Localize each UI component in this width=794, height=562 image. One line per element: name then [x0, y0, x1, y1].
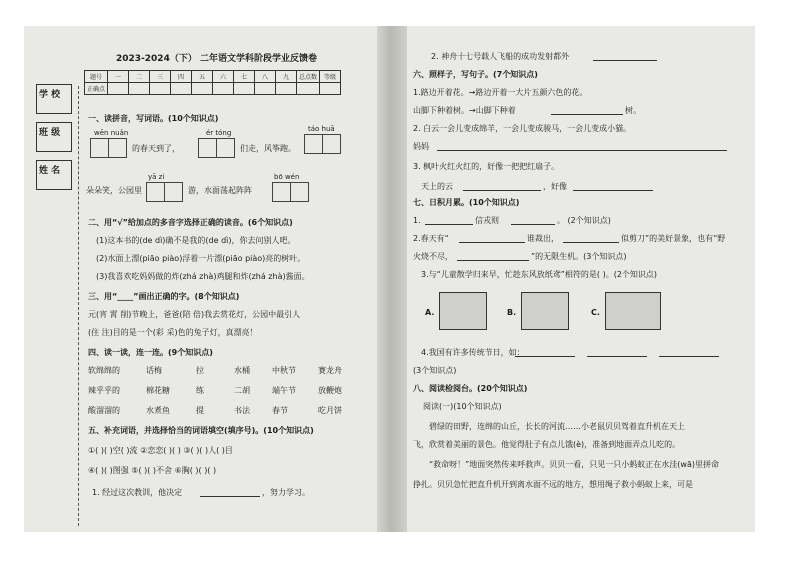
binding-line	[78, 86, 79, 526]
q5-sentence-b: ，努力学习。	[262, 488, 310, 497]
answer-blank[interactable]	[459, 242, 525, 243]
col5-item: 中秋节	[272, 366, 296, 375]
col6-item: 放鞭炮	[318, 386, 342, 395]
section-2-heading: 二、用“√”给加点的多音字选择正确的读音。(6个知识点)	[88, 218, 293, 227]
pinyin-2: ér tóng	[206, 129, 232, 137]
answer-grid-3[interactable]	[304, 134, 341, 154]
pinyin-4: yā zi	[148, 173, 165, 181]
q3-line-1: 元(宵 霄 削)节晚上，爸爸(陪 倍)我去赏花灯，公园中最引人	[88, 310, 301, 319]
school-field: 学 校	[36, 84, 72, 114]
answer-blank[interactable]	[587, 356, 647, 357]
q3-line-2: (住 注)目的是一个(彩 采)色的兔子灯，真漂亮！	[88, 328, 258, 337]
q5-line-1: ①( )( )空( )流 ②恋恋( )( ) ③( )( )人( )目	[88, 446, 233, 455]
score-row-label: 正确点	[85, 83, 108, 95]
score-header-cell: 五	[192, 71, 213, 83]
section-7-heading: 七、日积月累。(10个知识点)	[413, 198, 520, 207]
q2-item-2: (2)水面上漂(piāo piào)浮着一片漂(piāo piào)亮的树叶。	[96, 254, 306, 263]
answer-grid-1[interactable]	[90, 138, 127, 158]
r-line-4: 2. 白云一会儿变成绵羊，一会儿变成骏马，一会儿变成小猫。	[413, 124, 632, 133]
col3-item: 练	[196, 386, 204, 395]
kite-picture-a	[439, 292, 487, 330]
col3-item: 拉	[196, 366, 204, 375]
score-header-cell: 题号	[85, 71, 108, 83]
right-page	[407, 26, 755, 532]
q2-item-1: (1)这本书的(de dì)确不是我的(de dì)，你去问别人吧。	[96, 236, 296, 245]
col6-item: 赛龙舟	[318, 366, 342, 375]
section-5-heading: 五、补充词语，并选择恰当的词语填空(填序号)。(10个知识点)	[88, 426, 314, 435]
answer-blank[interactable]	[515, 356, 575, 357]
col1-item: 辣乎乎的	[88, 386, 120, 395]
score-header-cell: 总点数	[297, 71, 320, 83]
score-header-cell: 八	[255, 71, 276, 83]
line-1a: 的春天到了，	[132, 144, 180, 153]
passage-line-2: 飞，欣赏着美丽的景色。他觉得肚子有点儿饿(è)，准备到地面弄点儿吃的。	[413, 440, 681, 449]
r-line-7b: ，好像	[543, 182, 567, 191]
name-field: 姓 名	[36, 160, 72, 190]
pinyin-3: táo huā	[308, 125, 335, 133]
left-page	[24, 26, 379, 532]
score-header-cell: 等级	[320, 71, 341, 83]
page-fold	[377, 26, 407, 532]
pinyin-5: bō wén	[274, 173, 300, 181]
r-line-5: 妈妈	[413, 142, 429, 151]
r-line-3: 山脚下种着树。→山脚下种着	[413, 106, 516, 115]
answer-blank[interactable]	[593, 60, 657, 61]
col2-item: 话梅	[146, 366, 162, 375]
reading-1-heading: 阅读(一)(10个知识点)	[423, 402, 502, 411]
col4-item: 水桶	[234, 366, 250, 375]
q2-item-3: (3)我喜欢吃妈妈做的炸(zhá zhà)鸡腿和炸(zhá zhà)酱面。	[96, 272, 310, 281]
col2-item: 棉花糖	[146, 386, 170, 395]
answer-blank[interactable]	[563, 242, 619, 243]
answer-blank[interactable]	[200, 496, 260, 497]
r-line-3b: 树。	[625, 106, 641, 115]
r-line-12: 4.我国有许多传统节日，如：	[421, 348, 525, 357]
col1-item: 软绵绵的	[88, 366, 120, 375]
kite-picture-b	[521, 292, 569, 330]
q5-line-2: ④( )( )图强 ⑤( )( )不舍 ⑥胸( )( )( )	[88, 466, 217, 475]
r-line-6: 3. 枫叶火红火红的，好像一把把红扇子。	[413, 162, 560, 171]
passage-line-3: “救命呀！”地面突然传来呼救声。贝贝一看，只见一只小蚂蚁正在水洼(wā)里拼命	[413, 460, 719, 469]
r-line-11: 3.与“儿童散学归来早，忙趁东风放纸鸢”相符的是( )。(2个知识点)	[421, 270, 658, 279]
col6-item: 吃月饼	[318, 406, 342, 415]
answer-blank[interactable]	[463, 190, 541, 191]
section-8-heading: 八、阅读检阅台。(20个知识点)	[413, 384, 528, 393]
col1-item: 酸溜溜的	[88, 406, 120, 415]
col3-item: 提	[196, 406, 204, 415]
answer-grid-5[interactable]	[272, 182, 309, 202]
section-3-heading: 三、用“____”画出正确的字。(8个知识点)	[88, 292, 240, 301]
r-line-1: 2. 神舟十七号载人飞船的成功发射都外	[431, 52, 570, 61]
score-header-cell: 四	[171, 71, 192, 83]
kite-picture-c	[605, 292, 661, 330]
score-header-cell: 六	[213, 71, 234, 83]
section-6-heading: 六、照样子，写句子。(7个知识点)	[413, 70, 538, 79]
answer-blank[interactable]	[425, 224, 473, 225]
col5-item: 端午节	[272, 386, 296, 395]
r-line-8a: 1.	[413, 216, 421, 225]
r-line-2: 1.路边开着花。→路边开着一大片五颜六色的花。	[413, 88, 588, 97]
col5-item: 春节	[272, 406, 288, 415]
passage-line-4: 挣扎。贝贝急忙把直升机开到离水面不远的地方，想用绳子救小蚂蚁上来，可是	[413, 480, 693, 489]
score-header-cell: 三	[150, 71, 171, 83]
section-1-heading: 一、读拼音，写词语。(10个知识点)	[88, 114, 219, 123]
section-4-heading: 四、读一读，连一连。(9个知识点)	[88, 348, 213, 357]
score-table	[84, 70, 341, 95]
r-line-10a: 火烧不尽，	[413, 252, 453, 261]
r-line-10b: ”的无限生机。(3个知识点)	[531, 252, 627, 261]
passage-line-1: 碧绿的田野，连绵的山丘，长长的河流……小老鼠贝贝驾着直升机在天上	[413, 422, 685, 431]
option-a-label: A.	[425, 308, 435, 317]
answer-blank[interactable]	[573, 190, 653, 191]
answer-blank[interactable]	[457, 260, 529, 261]
option-b-label: B.	[507, 308, 517, 317]
score-header-cell: 一	[108, 71, 129, 83]
answer-blank[interactable]	[659, 356, 719, 357]
r-line-9c: 似剪刀”的美好景象，也有“野	[621, 234, 726, 243]
answer-blank[interactable]	[437, 150, 727, 151]
pinyin-1: wēn nuǎn	[94, 129, 129, 137]
option-c-label: C.	[591, 308, 600, 317]
answer-blank[interactable]	[511, 224, 555, 225]
col2-item: 水煮鱼	[146, 406, 170, 415]
col4-item: 二胡	[234, 386, 250, 395]
r-line-9b: 谁裁出，	[527, 234, 559, 243]
line-1b: 们走，风筝跑。	[240, 144, 296, 153]
col4-item: 书法	[234, 406, 250, 415]
score-header-cell: 二	[129, 71, 150, 83]
exam-title: 2023-2024（下） 二年语文学科阶段学业反馈卷	[116, 54, 317, 64]
r-line-7a: 天上的云	[421, 182, 453, 191]
answer-grid-4[interactable]	[146, 182, 183, 202]
answer-blank[interactable]	[551, 114, 623, 115]
q5-sentence-a: 1. 经过这次教训，他决定	[92, 488, 183, 497]
exam-photo	[24, 26, 755, 532]
answer-grid-2[interactable]	[198, 138, 235, 158]
score-header-cell: 九	[276, 71, 297, 83]
r-line-8b: 信戎则	[475, 216, 499, 225]
score-header-cell: 七	[234, 71, 255, 83]
r-line-13: (3个知识点)	[413, 366, 457, 375]
line-2a: 朵朵笑，公园里	[86, 186, 142, 195]
line-2b: 游，水面荡起阵阵	[188, 186, 252, 195]
r-line-9a: 2.春天有“	[413, 234, 449, 243]
class-field: 班 级	[36, 122, 72, 152]
r-line-8c: 。 (2个知识点)	[557, 216, 611, 225]
